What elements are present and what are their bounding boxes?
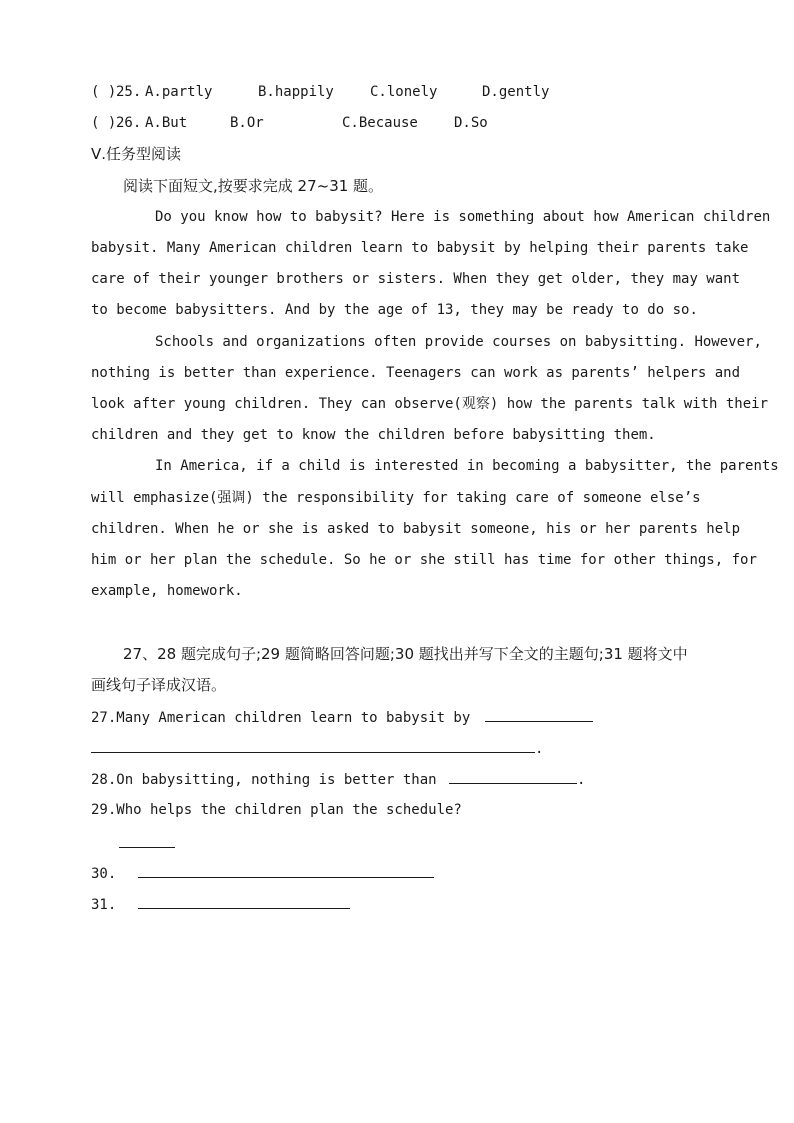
option-a: A.partly bbox=[145, 84, 213, 100]
option-b: B.happily bbox=[258, 84, 334, 100]
passage-line: Schools and organizations often provide courses on babysitting. However, bbox=[155, 334, 762, 350]
answer-blank[interactable] bbox=[138, 893, 350, 909]
passage-line: example, homework. bbox=[91, 583, 243, 599]
passage-line: care of their younger brothers or sisters. When they get older, they may want bbox=[91, 271, 741, 287]
sentence-end: . bbox=[535, 741, 544, 757]
question-number: 26. bbox=[116, 115, 142, 131]
option-d: D.So bbox=[454, 115, 488, 131]
question-number: 31. bbox=[91, 897, 117, 913]
option-b: B.Or bbox=[230, 115, 264, 131]
answer-blank[interactable] bbox=[449, 768, 577, 784]
answer-bracket: ( ) bbox=[91, 115, 117, 131]
option-a: A.But bbox=[145, 115, 188, 131]
passage-line: In America, if a child is interested in becoming a babysitter, the parents bbox=[155, 458, 779, 474]
option-c: C.Because bbox=[342, 115, 418, 131]
question-29: 29.Who helps the children plan the schedule? bbox=[91, 802, 462, 818]
answer-blank[interactable] bbox=[91, 737, 535, 753]
option-d: D.gently bbox=[482, 84, 550, 100]
answer-blank[interactable] bbox=[119, 832, 175, 848]
sentence-end: . bbox=[577, 772, 586, 788]
question-text: 28.On babysitting, nothing is better than bbox=[91, 772, 437, 788]
passage-line: him or her plan the schedule. So he or she still has time for other things, for bbox=[91, 552, 757, 568]
task-instruction: 画线句子译成汉语。 bbox=[91, 676, 227, 694]
passage-line: to become babysitters. And by the age of 13, they may be ready to do so. bbox=[91, 302, 698, 318]
passage-line: Do you know how to babysit? Here is something about how American children bbox=[155, 209, 771, 225]
passage-line: nothing is better than experience. Teenagers can work as parents’ helpers and bbox=[91, 365, 741, 381]
section-heading: Ⅴ.任务型阅读 bbox=[91, 145, 182, 163]
question-number: 30. bbox=[91, 866, 117, 882]
question-28 bbox=[91, 768, 585, 788]
question-27-continued bbox=[91, 737, 543, 757]
option-c: C.lonely bbox=[370, 84, 438, 100]
answer-bracket: ( ) bbox=[91, 84, 117, 100]
question-27 bbox=[91, 706, 593, 726]
answer-blank[interactable] bbox=[138, 862, 434, 878]
passage-line: look after young children. They can observe(观察) how the parents talk with their bbox=[91, 396, 769, 412]
question-29-answer bbox=[119, 832, 175, 852]
question-text: 27.Many American children learn to babysit by bbox=[91, 710, 471, 726]
passage-line: babysit. Many American children learn to babysit by helping their parents take bbox=[91, 240, 749, 256]
answer-blank[interactable] bbox=[485, 706, 593, 722]
passage-line: children and they get to know the children before babysitting them. bbox=[91, 427, 656, 443]
passage-line: will emphasize(强调) the responsibility for taking care of someone else’s bbox=[91, 490, 701, 506]
task-instruction: 27、28 题完成句子;29 题简略回答问题;30 题找出并写下全文的主题句;31 题将文中 bbox=[123, 645, 688, 663]
passage-line: children. When he or she is asked to babysit someone, his or her parents help bbox=[91, 521, 741, 537]
question-30 bbox=[91, 862, 434, 882]
section-instruction: 阅读下面短文,按要求完成 27~31 题。 bbox=[123, 177, 384, 195]
question-number: 25. bbox=[116, 84, 142, 100]
question-31 bbox=[91, 893, 350, 913]
